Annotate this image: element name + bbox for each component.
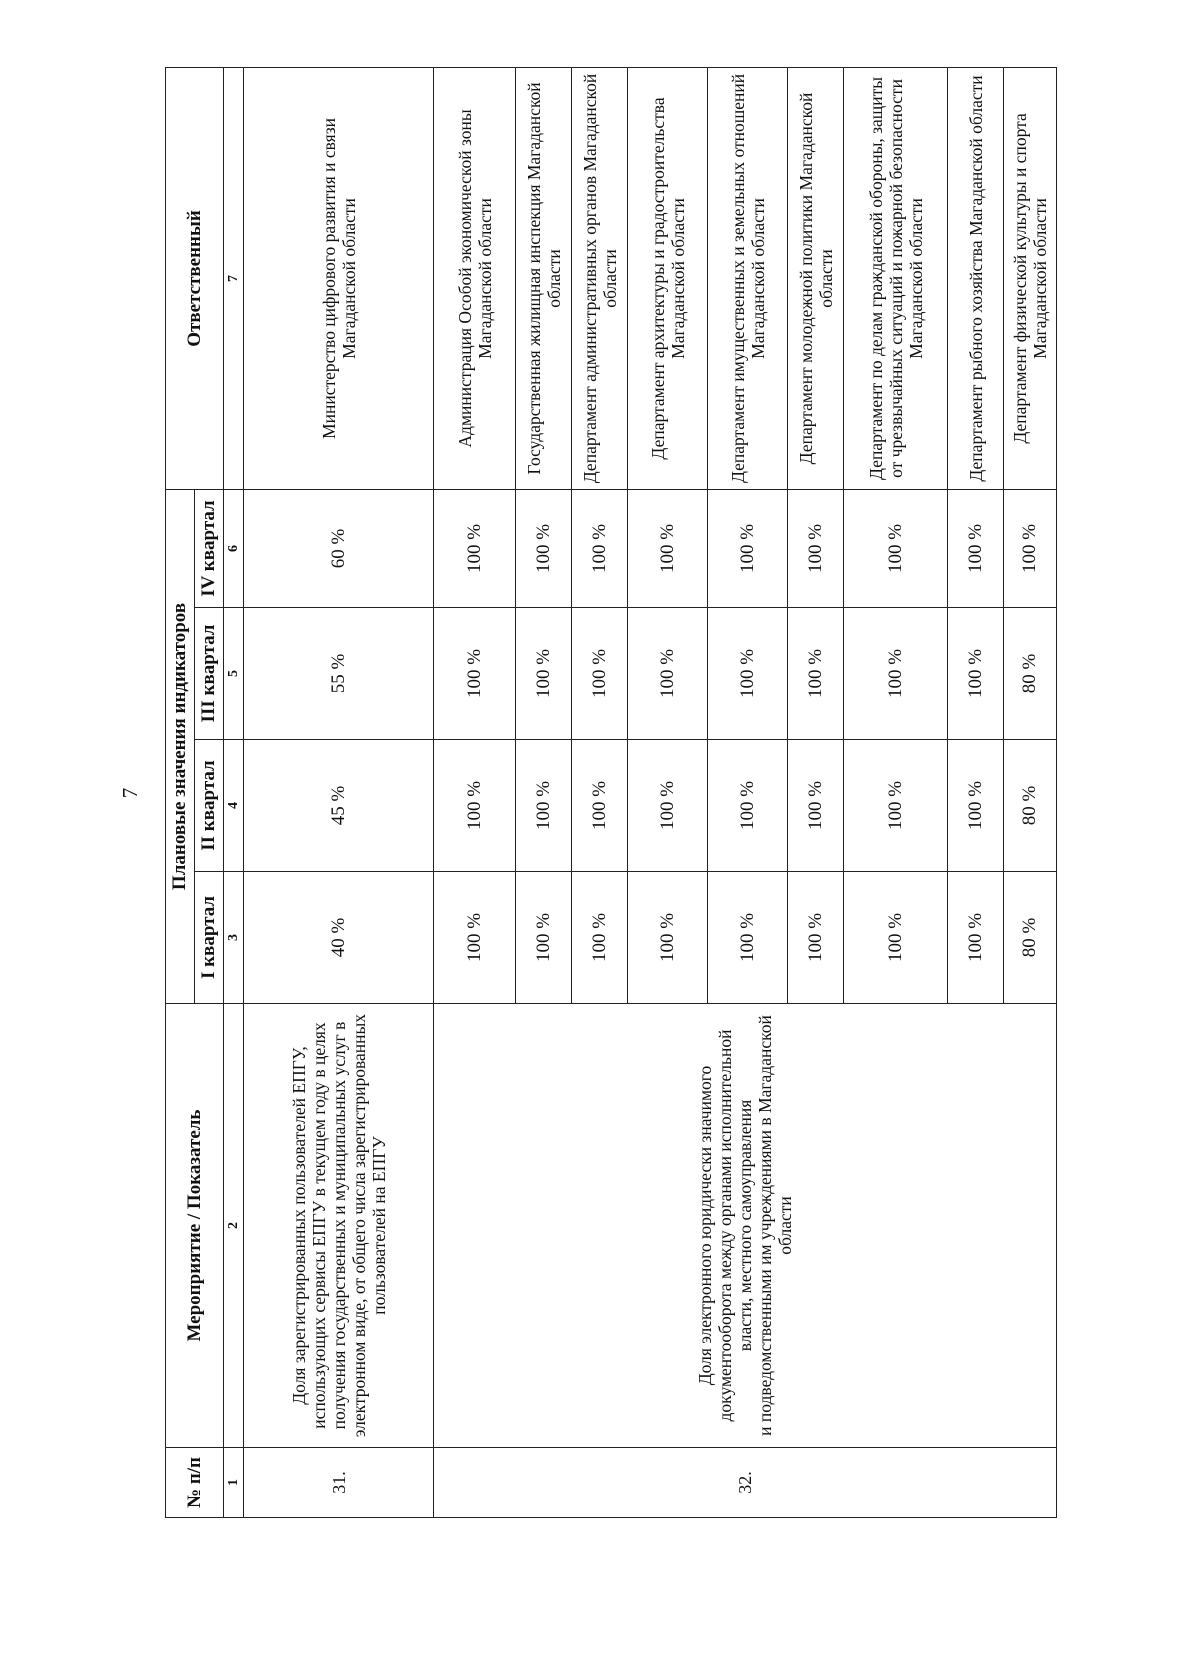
- value-q1: 100 %: [844, 872, 948, 1004]
- value-q3: 100 %: [516, 608, 572, 740]
- value-q2: 100 %: [434, 740, 516, 872]
- value-q3: 100 %: [948, 608, 1004, 740]
- value-q2: 100 %: [844, 740, 948, 872]
- responsible-text: Департамент архитектуры и градостроительства Магаданской области: [628, 67, 708, 489]
- header-row-top: [166, 67, 195, 1517]
- value-q1: 100 %: [434, 872, 516, 1004]
- value-q4: 60 %: [244, 489, 434, 607]
- responsible-text: Департамент по делам гражданской обороны, защиты от чрезвычайных ситуаций и пожарной безопасности Магаданской области: [844, 67, 948, 489]
- col-number: 3: [224, 872, 244, 1004]
- value-q4: 100 %: [948, 489, 1004, 607]
- value-q2: 100 %: [516, 740, 572, 872]
- responsible-text: Департамент молодежной политики Магаданской области: [788, 67, 844, 489]
- value-q2: 100 %: [628, 740, 708, 872]
- header-q1: I квартал: [195, 872, 224, 1004]
- value-q3: 100 %: [572, 608, 628, 740]
- value-q1: 100 %: [788, 872, 844, 1004]
- rotated-page: [115, 68, 1050, 1518]
- row-number: 31.: [244, 1448, 434, 1518]
- value-q2: 80 %: [1004, 740, 1057, 872]
- value-q2: 100 %: [788, 740, 844, 872]
- table-row-31: [244, 67, 434, 1517]
- responsible-text: Департамент имущественных и земельных отношений Магаданской области: [708, 67, 788, 489]
- header-q3: III квартал: [195, 608, 224, 740]
- table-row-32: [434, 67, 516, 1517]
- header-q4: IV квартал: [195, 489, 224, 607]
- value-q1: 100 %: [516, 872, 572, 1004]
- value-q2: 100 %: [572, 740, 628, 872]
- value-q4: 100 %: [1004, 489, 1057, 607]
- value-q1: 100 %: [628, 872, 708, 1004]
- col-number: 6: [224, 489, 244, 607]
- value-q3: 100 %: [708, 608, 788, 740]
- value-q4: 100 %: [788, 489, 844, 607]
- value-q1: 100 %: [948, 872, 1004, 1004]
- value-q3: 100 %: [844, 608, 948, 740]
- responsible-text: Министерство цифрового развития и связи Магаданской области: [244, 67, 434, 489]
- responsible-text: Администрация Особой экономической зоны Магаданской области: [434, 67, 516, 489]
- header-measure: Мероприятие / Показатель: [166, 1004, 224, 1448]
- header-num: № п/п: [166, 1448, 224, 1518]
- value-q2: 100 %: [708, 740, 788, 872]
- page-number: 7: [118, 787, 142, 799]
- responsible-text: Департамент физической культуры и спорта Магаданской области: [1004, 67, 1057, 489]
- indicators-table: [165, 67, 1057, 1518]
- col-number: 2: [224, 1004, 244, 1448]
- value-q3: 100 %: [628, 608, 708, 740]
- value-q4: 100 %: [844, 489, 948, 607]
- col-number: 4: [224, 740, 244, 872]
- value-q1: 80 %: [1004, 872, 1057, 1004]
- value-q4: 100 %: [708, 489, 788, 607]
- value-q4: 100 %: [516, 489, 572, 607]
- row-number: 32.: [434, 1448, 1057, 1518]
- responsible-text: Государственная жилищная инспекция Магаданской области: [516, 67, 572, 489]
- value-q4: 100 %: [628, 489, 708, 607]
- indicator-text: Доля зарегистрированных пользователей ЕПГУ, использующих сервисы ЕПГУ в текущем году в целях получения государственных и муниципальных услуг в электронном виде, от общего числа зарегистрированных пользователей на ЕПГУ: [244, 1004, 434, 1448]
- value-q3: 100 %: [434, 608, 516, 740]
- value-q3: 100 %: [788, 608, 844, 740]
- indicator-text: [434, 1004, 1057, 1448]
- value-q2: 45 %: [244, 740, 434, 872]
- value-q1: 100 %: [708, 872, 788, 1004]
- col-number: 1: [224, 1448, 244, 1518]
- header-responsible: Ответственный: [166, 67, 224, 489]
- indicator-text-part: и подведомственными им учреждениями в Магаданской области: [755, 1015, 795, 1436]
- col-number: 7: [224, 67, 244, 489]
- value-q3: 80 %: [1004, 608, 1057, 740]
- column-numbers-row: [224, 67, 244, 1517]
- value-q1: 40 %: [244, 872, 434, 1004]
- value-q2: 100 %: [948, 740, 1004, 872]
- value-q3: 55 %: [244, 608, 434, 740]
- value-q4: 100 %: [572, 489, 628, 607]
- responsible-text: Департамент административных органов Магаданской области: [572, 67, 628, 489]
- header-plan: Плановые значения индикаторов: [166, 489, 195, 1003]
- value-q1: 100 %: [572, 872, 628, 1004]
- indicator-text-part: Доля электронного юридически значимого документооборота между органами исполнительной власти, местного самоуправления: [695, 1029, 755, 1422]
- header-q2: II квартал: [195, 740, 224, 872]
- responsible-text: Департамент рыбного хозяйства Магаданской области: [948, 67, 1004, 489]
- col-number: 5: [224, 608, 244, 740]
- value-q4: 100 %: [434, 489, 516, 607]
